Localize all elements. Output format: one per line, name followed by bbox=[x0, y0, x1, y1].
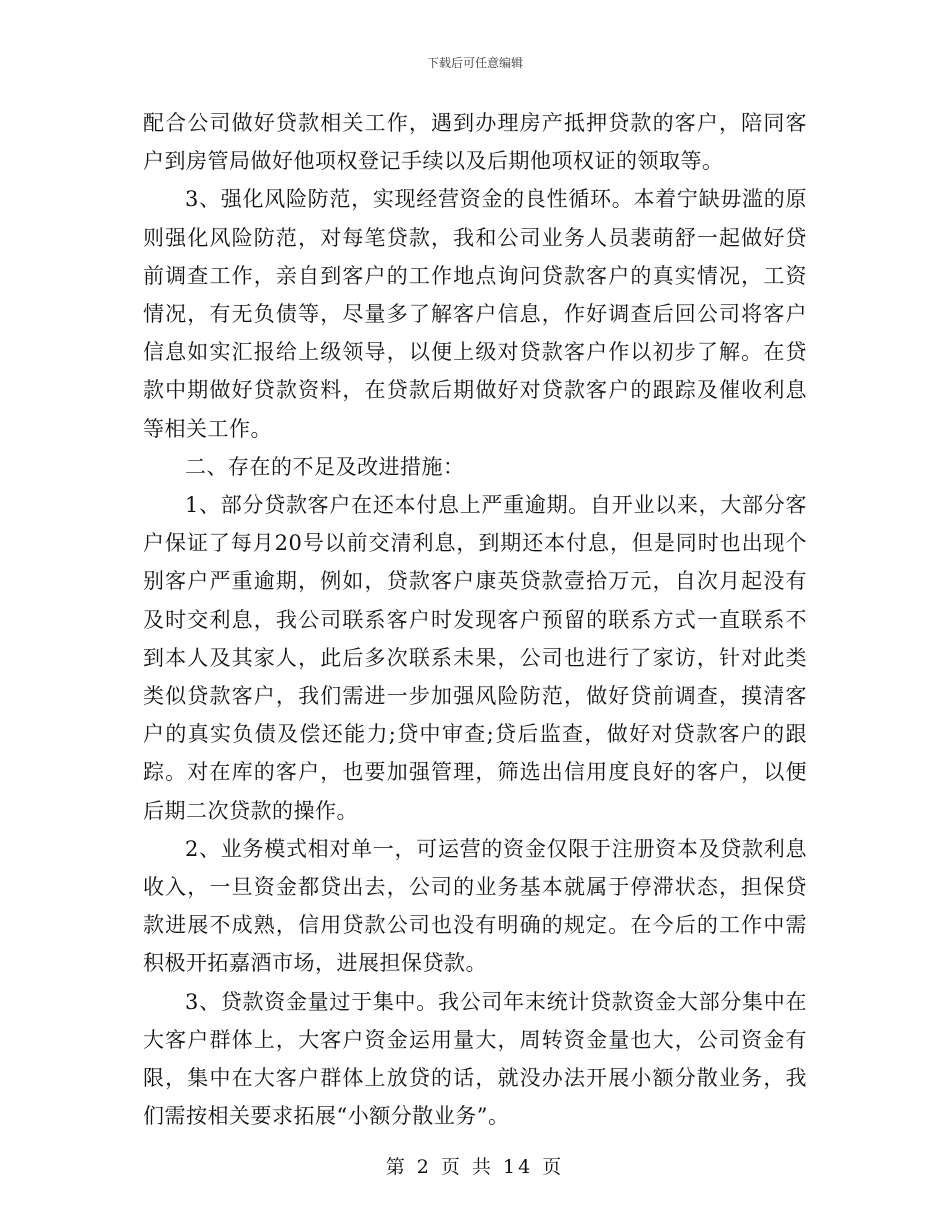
document-body bbox=[143, 104, 807, 1135]
paragraph: 3、贷款资金量过于集中。我公司年末统计贷款资金大部分集中在大客户群体上，大客户资金运用量大，周转资金量也大，公司资金有限，集中在大客户群体上放贷的话，就没办法开展小额分散业务，我们需按相关要求拓展“小额分散业务”。 bbox=[143, 989, 807, 1129]
paragraph: 3、强化风险防范，实现经营资金的良性循环。本着宁缺毋滥的原则强化风险防范，对每笔贷款，我和公司业务人员裴萌舒一起做好贷前调查工作，亲自到客户的工作地点询问贷款客户的真实情况，工资情况，有无负债等，尽量多了解客户信息，作好调查后回公司将客户信息如实汇报给上级领导，以便上级对贷款客户作以初步了解。在贷款中期做好贷款资料，在贷款后期做好对贷款客户的跟踪及催收利息等相关工作。 bbox=[143, 187, 807, 441]
paragraph: 2、业务模式相对单一，可运营的资金仅限于注册资本及贷款利息收入，一旦资金都贷出去，公司的业务基本就属于停滞状态，担保贷款进展不成熟，信用贷款公司也没有明确的规定。在今后的工作中需积极开拓嘉酒市场，进展担保贷款。 bbox=[143, 836, 807, 976]
section-heading: 二、存在的不足及改进措施： bbox=[185, 454, 465, 479]
paragraph: 配合公司做好贷款相关工作，遇到办理房产抵押贷款的客户，陪同客户到房管局做好他项权登记手续以及后期他项权证的领取等。 bbox=[143, 111, 807, 174]
page-header: 下载后可任意编辑 bbox=[426, 56, 523, 70]
page-number-footer: 第 2 页 共 14 页 bbox=[385, 1156, 565, 1178]
paragraph: 1、部分贷款客户在还本付息上严重逾期。自开业以来，大部分客户保证了每月20号以前交清利息，到期还本付息，但是同时也出现个别客户严重逾期，例如，贷款客户康英贷款壹拾万元，自次月起没有及时交利息，我公司联系客户时发现客户预留的联系方式一直联系不到本人及其家人，此后多次联系未果，公司也进行了家访，针对此类类似贷款客户，我们需进一步加强风险防范，做好贷前调查，摸清客户的真实负债及偿还能力;贷中审查;贷后监查，做好对贷款客户的跟踪。对在库的客户，也要加强管理，筛选出信用度良好的客户，以便后期二次贷款的操作。 bbox=[143, 493, 807, 823]
